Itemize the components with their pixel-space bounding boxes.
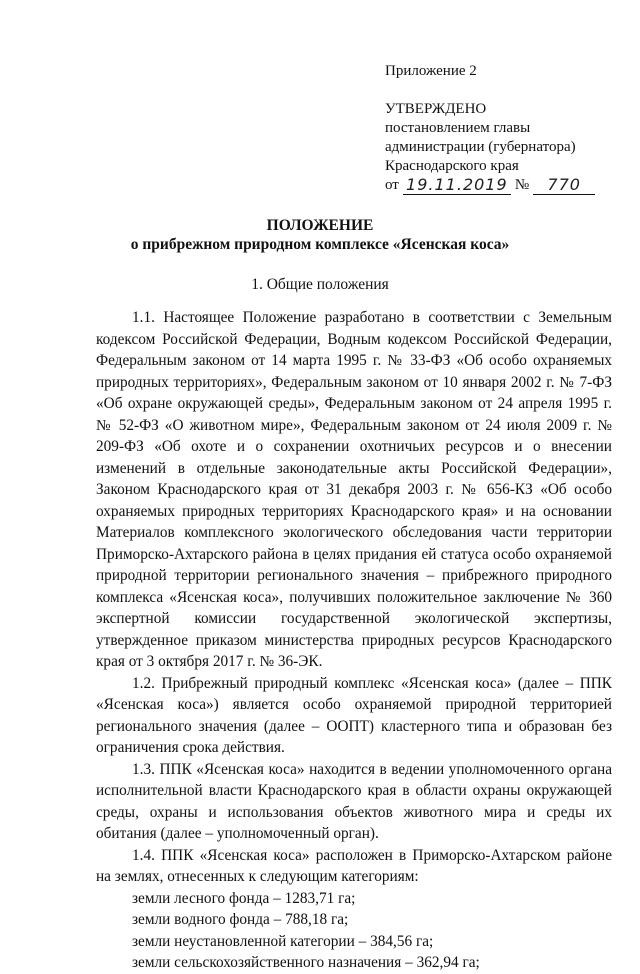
document-title bbox=[0, 216, 640, 254]
date-field bbox=[403, 176, 511, 195]
approved-label: УТВЕРЖДЕНО bbox=[385, 101, 487, 117]
paragraph-1-4: 1.4. ППК «Ясенская коса» расположен в Приморско-Ахтарском районе на землях, отнесенных к следующим категориям: bbox=[96, 846, 612, 885]
document-body bbox=[96, 307, 612, 974]
paragraph-1-2: 1.2. Прибрежный природный комплекс «Ясенская коса» (далее – ППК «Ясенская коса») является особо охраняемой природной территорией регионального значения (далее – ООПТ) кластерного типа и образован без ограничения срока действия. bbox=[96, 674, 612, 756]
title-main: ПОЛОЖЕНИЕ bbox=[266, 217, 374, 234]
approval-line-1: постановлением главы bbox=[385, 120, 531, 136]
number-field bbox=[533, 176, 595, 195]
date-number-line bbox=[385, 176, 625, 195]
appendix-label: Приложение 2 bbox=[385, 63, 477, 79]
approval-line-2: администрации (губернатора) bbox=[385, 139, 576, 155]
approval-line-3: Краснодарского края bbox=[385, 158, 519, 174]
land-category-item: земли сельскохозяйственного назначения – 362,94 га; bbox=[132, 954, 480, 971]
land-category-item: земли неустановленной категории – 384,56 га; bbox=[132, 932, 434, 950]
paragraph-1-3: 1.3. ППК «Ясенская коса» находится в ведении уполномоченного органа исполнительной власти Краснодарского края в области охраны окружающей среды, охраны и использования объектов животного мира и среды их обитания (далее – уполномоченный орган). bbox=[96, 760, 612, 842]
section-heading: 1. Общие положения bbox=[251, 276, 389, 293]
approval-block bbox=[385, 62, 625, 195]
land-category-item: земли лесного фонда – 1283,71 га; bbox=[132, 889, 356, 907]
handwritten-date: 19.11.2019 bbox=[406, 175, 508, 194]
paragraph-1-1: 1.1. Настоящее Положение разработано в соответствии с Земельным кодексом Российской Федерации, Водным кодексом Российской Федерации, Федеральным законом от 14 марта 1995 г. № 33-ФЗ «Об особо охраняемых природных территориях», Федеральным законом от 10 января 2002 г. № 7-ФЗ «Об охране окружающей среды», Федеральным законом от 24 апреля 1995 г. № 52-ФЗ «О животном мире», Федеральным законом от 24 июля 2009 г. № 209-ФЗ «Об охоте и о сохранении охотничьих ресурсов и о внесении изменений в отдельные законодательные акты Российской Федерации», Законом Краснодарского края от 31 декабря 2003 г. № 656-КЗ «Об особо охраняемых природных территориях Краснодарского края» и на основании Материалов комплексного экологического обследования части территории Приморско-Ахтарского района в целях придания ей статуса особо охраняемой природной территории регионального значения – прибрежного природного комплекса «Ясенская коса», получивших положительное заключение № 360 экспертной комиссии государственной экологической экспертизы, утвержденное приказом министерства природных ресурсов Краснодарского края от 3 октября 2017 г. № 36-ЭК. bbox=[96, 309, 612, 670]
land-category-item: земли водного фонда – 788,18 га; bbox=[132, 911, 349, 928]
handwritten-number: 770 bbox=[547, 175, 581, 194]
date-prefix: от bbox=[385, 177, 399, 193]
title-subtitle: о прибрежном природном комплексе «Ясенская коса» bbox=[130, 236, 510, 253]
number-sign: № bbox=[514, 177, 530, 193]
